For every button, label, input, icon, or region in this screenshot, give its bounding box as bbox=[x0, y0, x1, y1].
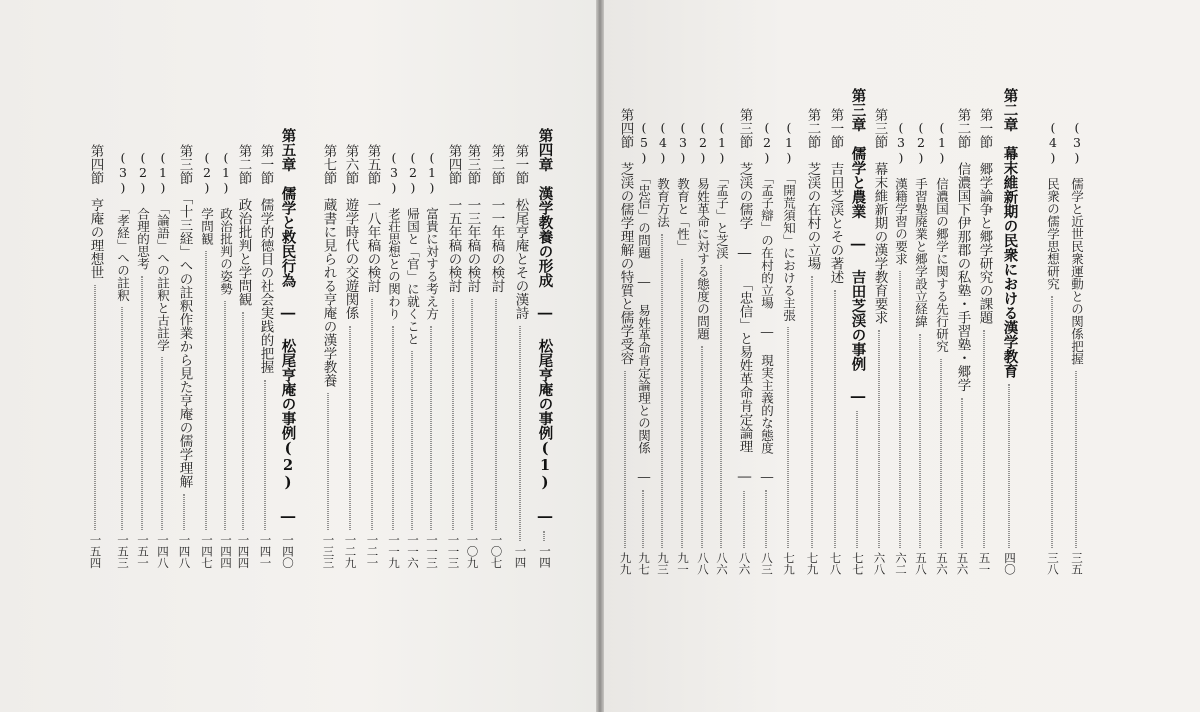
toc-page-number: 一五一 bbox=[136, 533, 150, 568]
toc-dot-leader bbox=[94, 285, 95, 530]
toc-page-number: 六二 bbox=[894, 552, 908, 575]
toc-label: 第七節 蔵書に見られる亨庵の漢学教養 bbox=[320, 144, 337, 387]
toc-entry bbox=[387, 150, 400, 568]
toc-entry bbox=[715, 120, 728, 575]
toc-dot-leader bbox=[834, 290, 835, 549]
toc-page-number: 五一 bbox=[977, 552, 992, 575]
toc-page-number: 一四八 bbox=[156, 533, 170, 568]
toc-page-number: 一四 bbox=[538, 545, 552, 568]
toc-entry bbox=[258, 144, 272, 568]
toc-label: 第三節 幕末維新期の漢学教育要求 bbox=[871, 108, 888, 324]
toc-entry bbox=[914, 120, 927, 575]
toc-label: 第二節 信濃国下伊那郡の私塾・手習塾・郷学 bbox=[954, 108, 971, 392]
toc-entry bbox=[676, 120, 689, 575]
toc-page-number: 一四〇 bbox=[281, 533, 295, 568]
toc-entry bbox=[200, 150, 213, 568]
toc-page-number: 九三 bbox=[656, 552, 670, 575]
toc-page-number: 一四一 bbox=[258, 533, 273, 568]
toc-page-number: 八六 bbox=[715, 552, 729, 575]
toc-page-number: 一一三 bbox=[425, 533, 439, 568]
toc-entry bbox=[136, 150, 149, 568]
toc-dot-leader bbox=[1076, 371, 1077, 548]
toc-entry bbox=[513, 144, 527, 568]
toc-page-number: 一一六 bbox=[406, 533, 420, 568]
toc-label: (1) 「開荒須知」における主張 bbox=[781, 120, 797, 322]
toc-page-number: 九一 bbox=[676, 552, 690, 575]
toc-dot-leader bbox=[412, 351, 413, 530]
toc-entry bbox=[156, 150, 169, 568]
toc-entry bbox=[465, 144, 479, 568]
toc-entry bbox=[116, 150, 129, 568]
toc-dot-leader bbox=[662, 234, 663, 549]
toc-dot-leader bbox=[788, 327, 789, 548]
toc-label: 第四節 芝渓の儒学理解の特質と儒学受容 bbox=[617, 108, 634, 365]
toc-dot-leader bbox=[743, 491, 744, 548]
toc-dot-leader bbox=[142, 276, 143, 530]
toc-label: (2) 合理的思考 bbox=[135, 150, 151, 270]
toc-page-number: 一四七 bbox=[200, 533, 214, 568]
toc-page-number: 七九 bbox=[805, 552, 820, 575]
toc-page-number: 七七 bbox=[851, 552, 865, 575]
toc-dot-leader bbox=[682, 259, 683, 549]
toc-entry bbox=[446, 144, 460, 568]
toc-dot-leader bbox=[431, 326, 432, 530]
toc-label: (1) 政治批判の姿勢 bbox=[218, 150, 234, 295]
toc-entry bbox=[618, 108, 632, 575]
toc-page-number: 一五三 bbox=[116, 533, 130, 568]
toc-label: (2) 易姓革命に対する態度の問題 bbox=[695, 120, 711, 340]
toc-page-number: 一三三 bbox=[321, 533, 336, 568]
toc-dot-leader bbox=[941, 359, 942, 549]
toc-entry bbox=[782, 120, 795, 575]
toc-entry bbox=[1002, 88, 1017, 575]
toc-label: 第二章 幕末維新期の民衆における漢学教育 bbox=[1001, 88, 1019, 378]
toc-dot-leader bbox=[920, 334, 921, 549]
toc-label: (1) 富貴に対する考え方 bbox=[424, 150, 440, 320]
toc-entry bbox=[696, 120, 709, 575]
toc-entry bbox=[828, 108, 842, 575]
toc-label: (3) 儒学と近世民衆運動との関係把握 bbox=[1069, 120, 1085, 365]
toc-page-number: 五八 bbox=[914, 552, 928, 575]
toc-entry bbox=[656, 120, 669, 575]
toc-label: 第二節 一一年稿の検討 bbox=[488, 144, 505, 293]
right-page bbox=[604, 0, 1200, 712]
toc-entry bbox=[365, 144, 379, 568]
toc-label: (1) 信濃国の郷学に関する先行研究 bbox=[934, 120, 950, 353]
toc-page-number: 一四八 bbox=[177, 533, 192, 568]
toc-label: 第一節 吉田芝渓とその著述 bbox=[827, 108, 844, 284]
toc-label: 第五章 儒学と救民行為 ― 松尾亨庵の事例(2) ― bbox=[279, 128, 297, 525]
toc-page-number: 八八 bbox=[696, 552, 710, 575]
toc-entry bbox=[760, 120, 773, 575]
toc-page-number: 一〇七 bbox=[489, 533, 504, 568]
toc-label: 第一節 松尾亨庵とその漢詩 bbox=[512, 144, 529, 320]
toc-dot-leader bbox=[452, 299, 453, 530]
toc-label: 第三節 「十三経」への註釈作業から見た亨庵の儒学理解 bbox=[176, 144, 193, 489]
toc-label: 第三節 一三年稿の検討 bbox=[464, 144, 481, 293]
toc-dot-leader bbox=[766, 490, 767, 548]
toc-dot-leader bbox=[495, 299, 496, 530]
toc-entry bbox=[406, 150, 419, 568]
toc-entry bbox=[219, 150, 232, 568]
toc-page-number: 五六 bbox=[955, 552, 970, 575]
toc-dot-leader bbox=[162, 357, 163, 529]
toc-label: 第二節 芝渓の在村の立場 bbox=[804, 108, 821, 270]
toc-page-number: 九七 bbox=[637, 552, 651, 575]
toc-entry bbox=[805, 108, 819, 575]
toc-page-number: 九九 bbox=[618, 552, 633, 575]
toc-label: (2) 学問観 bbox=[199, 150, 215, 245]
toc-entry bbox=[177, 144, 191, 568]
toc-dot-leader bbox=[327, 393, 328, 530]
toc-label: 第三章 儒学と農業 ― 吉田芝渓の事例 ― bbox=[849, 88, 867, 405]
toc-dot-leader bbox=[242, 312, 243, 530]
toc-dot-leader bbox=[961, 398, 962, 549]
toc-label: (3) 漢籍学習の要求 bbox=[893, 120, 909, 265]
book-gutter bbox=[596, 0, 604, 712]
toc-label: (4) 民衆の儒学思想研究 bbox=[1045, 120, 1061, 290]
toc-label: (2) 「孟子辯」の在村的立場 ― 現実主義的な態度 ― bbox=[759, 120, 775, 484]
toc-entry bbox=[850, 88, 865, 575]
toc-entry bbox=[236, 144, 250, 568]
toc-page-number: 一一九 bbox=[387, 533, 401, 568]
toc-page-number: 一二一 bbox=[365, 533, 380, 568]
toc-page-number: 五六 bbox=[935, 552, 949, 575]
toc-label: 第四章 漢学教養の形成 ― 松尾亨庵の事例(1) ― bbox=[536, 128, 554, 525]
toc-dot-leader bbox=[393, 326, 394, 530]
toc-dot-leader bbox=[183, 494, 184, 529]
toc-dot-leader bbox=[900, 271, 901, 548]
toc-entry bbox=[935, 120, 948, 575]
toc-dot-leader bbox=[349, 326, 350, 530]
toc-label: 第一節 儒学的徳目の社会実践的把握 bbox=[257, 144, 274, 374]
toc-label: (3) 「孝経」への註釈 bbox=[115, 150, 131, 302]
toc-page-number: 四〇 bbox=[1003, 552, 1017, 575]
toc-entry bbox=[88, 144, 102, 568]
toc-label: 第四節 一五年稿の検討 bbox=[445, 144, 462, 293]
toc-page-number: 一四 bbox=[513, 545, 528, 568]
toc-entry bbox=[489, 144, 503, 568]
toc-label: 第二節 政治批判と学問観 bbox=[235, 144, 252, 306]
toc-dot-leader bbox=[1052, 296, 1053, 548]
toc-label: (3) 教育と「性」 bbox=[675, 120, 691, 253]
toc-entry bbox=[977, 108, 991, 575]
toc-dot-leader bbox=[811, 276, 812, 548]
toc-page-number: 三八 bbox=[1046, 552, 1060, 575]
toc-entry bbox=[894, 120, 907, 575]
toc-dot-leader bbox=[519, 326, 520, 542]
toc-dot-leader bbox=[544, 531, 545, 541]
toc-entry bbox=[321, 144, 335, 568]
toc-dot-leader bbox=[264, 380, 265, 530]
toc-label: 第六節 遊学時代の交遊関係 bbox=[342, 144, 359, 320]
toc-page-number: 一五四 bbox=[88, 533, 103, 568]
toc-dot-leader bbox=[624, 371, 625, 549]
toc-label: (1) 「論語」への註釈と古註学 bbox=[155, 150, 171, 352]
toc-entry bbox=[1070, 120, 1083, 575]
toc-label: (2) 帰国と「官」に就くこと bbox=[405, 150, 421, 345]
toc-dot-leader bbox=[1009, 384, 1010, 548]
toc-label: (3) 老荘思想との関わり bbox=[386, 150, 402, 320]
toc-page-number: 一一三 bbox=[446, 533, 461, 568]
toc-entry bbox=[737, 108, 751, 575]
toc-entry bbox=[280, 128, 295, 568]
toc-label: (1) 「孟子」と芝渓 bbox=[714, 120, 730, 259]
toc-label: 第三節 芝渓の儒学 ― 「忠信」と易姓革命肯定論理 ― bbox=[736, 108, 753, 485]
toc-page-number: 一〇九 bbox=[465, 533, 480, 568]
toc-entry bbox=[1046, 120, 1059, 575]
toc-label: 第五節 一八年稿の検討 bbox=[364, 144, 381, 293]
toc-label: 第一節 郷学論争と郷学研究の課題 bbox=[976, 108, 993, 324]
toc-dot-leader bbox=[371, 299, 372, 530]
toc-dot-leader bbox=[643, 490, 644, 548]
toc-page-number: 八六 bbox=[737, 552, 752, 575]
toc-entry bbox=[537, 128, 552, 568]
toc-dot-leader bbox=[983, 330, 984, 548]
toc-entry bbox=[955, 108, 969, 575]
toc-dot-leader bbox=[878, 330, 879, 548]
toc-page-number: 一四四 bbox=[236, 533, 251, 568]
toc-page-number: 七九 bbox=[782, 552, 796, 575]
toc-page-number: 六八 bbox=[872, 552, 887, 575]
toc-label: (5) 「忠信」の問題 ― 易姓革命肯定論理との関係 ― bbox=[636, 120, 652, 484]
toc-page-number: 三五 bbox=[1070, 552, 1084, 575]
toc-page-number: 七八 bbox=[828, 552, 843, 575]
toc-dot-leader bbox=[721, 265, 722, 548]
toc-page-number: 八三 bbox=[760, 552, 774, 575]
toc-dot-leader bbox=[471, 299, 472, 530]
toc-entry bbox=[425, 150, 438, 568]
toc-dot-leader bbox=[122, 307, 123, 529]
toc-label: 第四節 亨庵の理想世 bbox=[87, 144, 104, 279]
toc-label: (2) 手習塾廃業と郷学設立経緯 bbox=[913, 120, 929, 328]
toc-dot-leader bbox=[206, 251, 207, 530]
left-page bbox=[0, 0, 596, 712]
toc-page-number: 一二九 bbox=[343, 533, 358, 568]
toc-page-number: 一四四 bbox=[219, 533, 233, 568]
toc-entry bbox=[637, 120, 650, 575]
toc-dot-leader bbox=[857, 411, 858, 548]
toc-dot-leader bbox=[225, 301, 226, 530]
toc-dot-leader bbox=[702, 346, 703, 548]
toc-entry bbox=[343, 144, 357, 568]
toc-entry bbox=[872, 108, 886, 575]
toc-label: (4) 教育方法 bbox=[655, 120, 671, 228]
